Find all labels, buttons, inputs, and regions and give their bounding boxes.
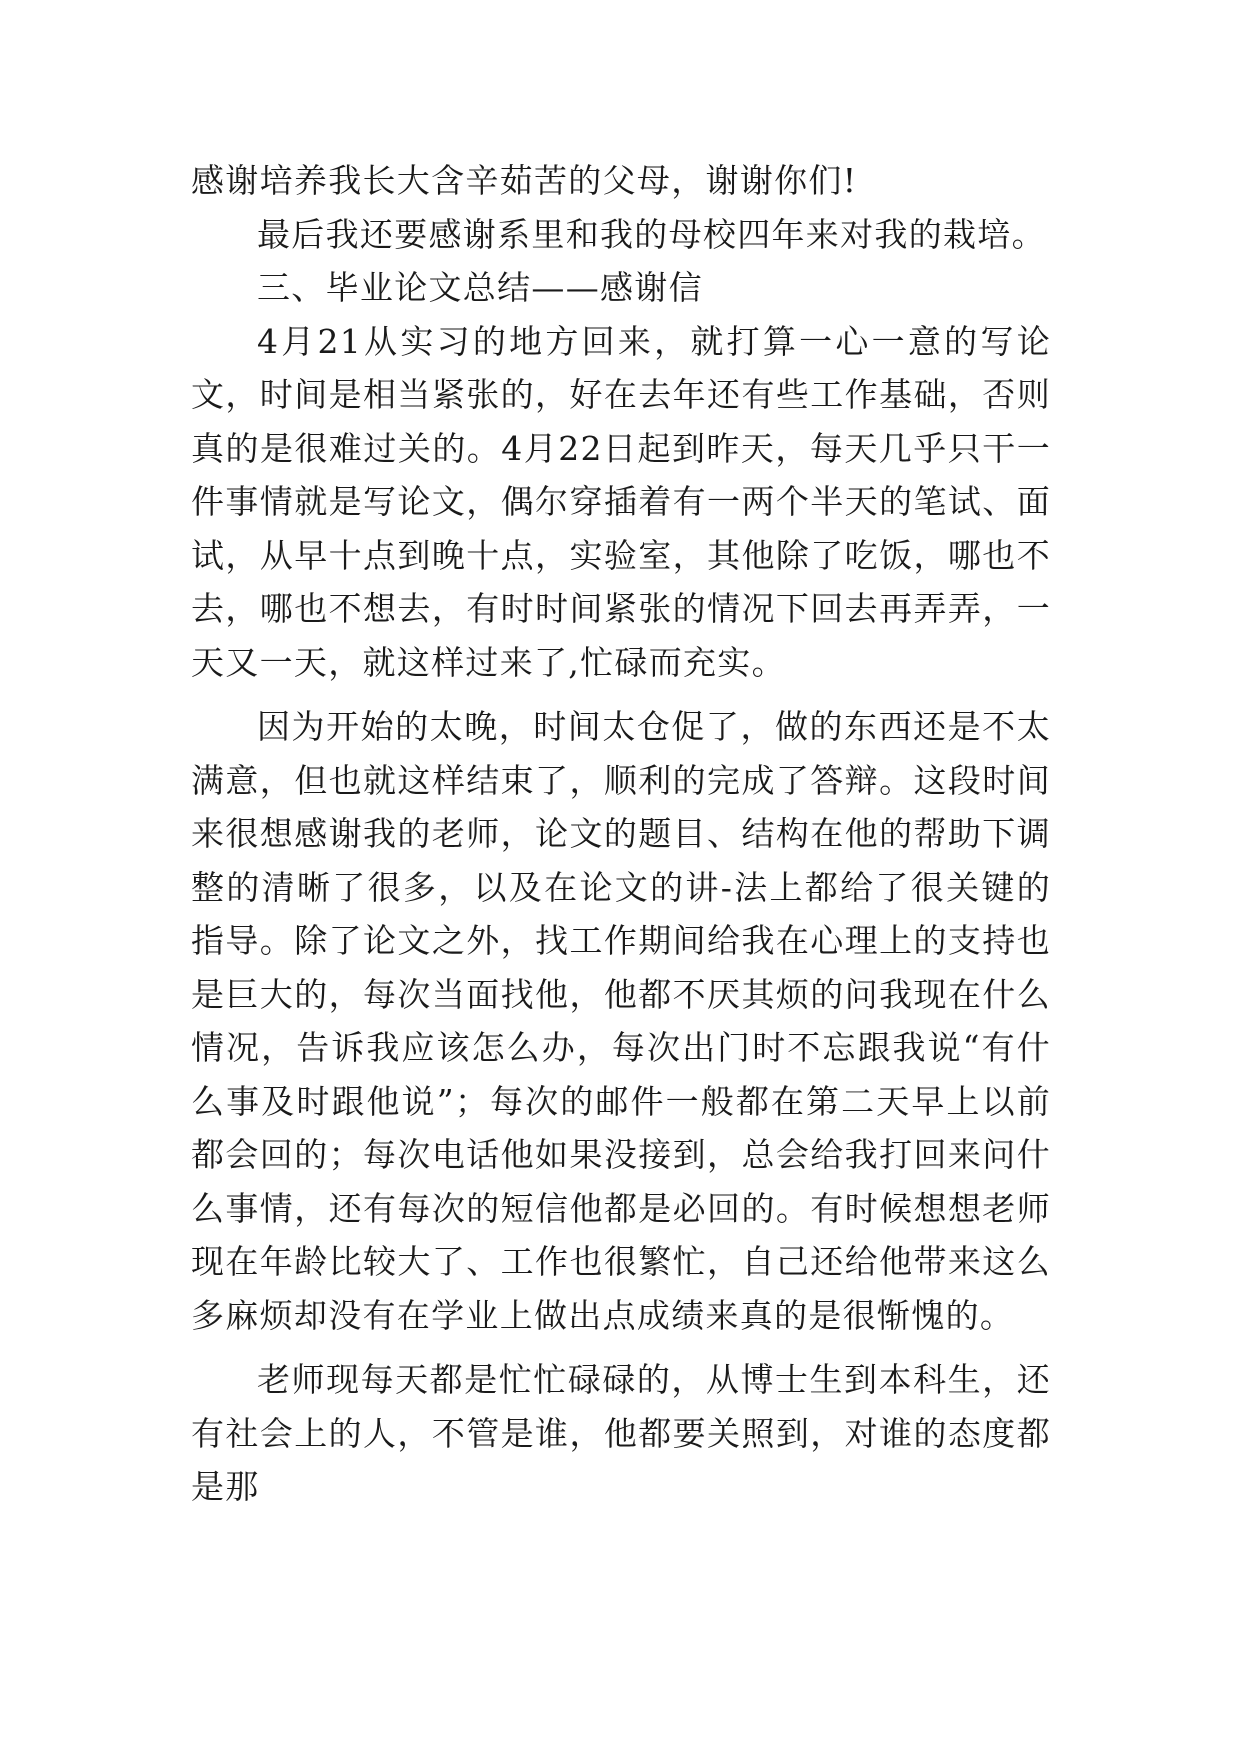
document-body <box>191 154 1051 1514</box>
paragraph-thesis-writing: 4月21从实习的地方回来，就打算一心一意的写论文，时间是相当紧张的，好在去年还有些工作基础，否则真的是很难过关的。4月22日起到昨天，每天几乎只干一件事情就是写论文，偶尔穿插着有一两个半天的笔试、面试，从早十点到晚十点，实验室，其他除了吃饭，哪也不去，哪也不想去，有时时间紧张的情况下回去再弄弄，一天又一天，就这样过来了,忙碌而充实。 <box>191 321 1051 682</box>
paragraph-teacher-busy: 老师现每天都是忙忙碌碌的，从博士生到本科生，还有社会上的人，不管是谁，他都要关照到，对谁的态度都是那 <box>191 1360 1051 1506</box>
section-heading: 三、毕业论文总结——感谢信 <box>257 268 703 307</box>
paragraph-thanks-school: 最后我还要感谢系里和我的母校四年来对我的栽培。 <box>257 214 1046 254</box>
paragraph-thanks-teacher: 因为开始的太晚，时间太仓促了，做的东西还是不太满意，但也就这样结束了，顺利的完成了答辩。这段时间来很想感谢我的老师，论文的题目、结构在他的帮助下调整的清晰了很多，以及在论文的讲-法上都给了很关键的指导。除了论文之外，找工作期间给我在心理上的支持也是巨大的，每次当面找他，他都不厌其烦的问我现在什么情况，告诉我应该怎么办，每次出门时不忘跟我说“有什么事及时跟他说”；每次的邮件一般都在第二天早上以前都会回的；每次电话他如果没接到，总会给我打回来问什么事情，还有每次的短信他都是必回的。有时候想想老师现在年龄比较大了、工作也很繁忙，自己还给他带来这么多麻烦却没有在学业上做出点成绩来真的是很惭愧的。 <box>191 707 1051 1335</box>
paragraph-thanks-parents: 感谢培养我长大含辛茹苦的父母，谢谢你们! <box>191 161 858 200</box>
